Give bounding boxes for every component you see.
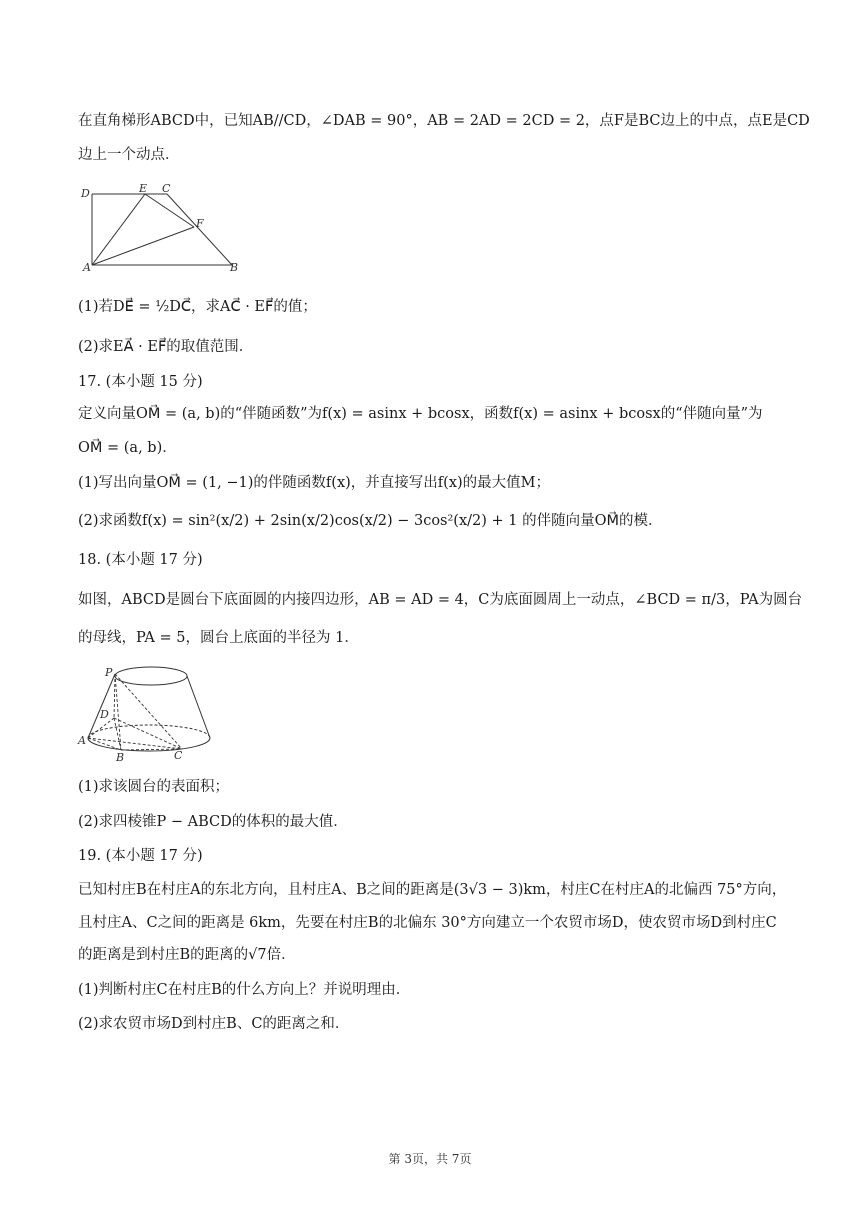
label-f: F [196,217,204,230]
p17-question-1: (1)写出向量OM⃗ = (1, −1)的伴随函数f(x)，并直接写出f(x)的最大值M； [78,475,550,491]
label-p: P [105,666,113,679]
page-number: 第 3页，共 7页 [388,1152,472,1166]
bottom-base-front-arc [88,738,210,751]
p17-def-line-2: OM⃗ = (a, b)． [78,440,177,456]
p19-intro-line-3: 的距离是到村庄B的距离的√7倍． [78,947,296,963]
segment-pb [115,674,121,750]
p16-intro-line-2: 边上一个动点． [78,147,180,163]
label-e: E [139,182,148,195]
p17-question-2: (2)求函数f(x) = sin²(x/2) + 2sin(x/2)cos(x/2) − 3cos²(x/2) + 1 的伴随向量OM⃗的模． [78,513,663,529]
label-d: D [81,187,90,200]
frustum-figure [76,660,216,764]
bottom-base-back-arc [88,725,210,738]
trapezoid-figure [78,182,248,274]
p17-header: 17. (本小题 15 分) [78,374,203,390]
segment-ef [145,194,194,227]
segment-pd [114,674,115,718]
p19-question-2: (2)求农贸市场D到村庄B、C的距离之和． [78,1016,350,1032]
p18-intro-line-1: 如图，ABCD是圆台下底面圆的内接四边形，AB = AD = 4，C为底面圆周上一动点，∠BCD = π/3，PA为圆台 [78,592,803,608]
label-a: A [83,261,91,274]
p19-intro-line-1: 已知村庄B在村庄A的东北方向，且村庄A、B之间的距离是(3√3 − 3)km，村庄C在村庄A的北偏西 75°方向， [78,882,787,898]
label-d: D [100,708,109,721]
p18-intro-line-2: 的母线，PA = 5，圆台上底面的半径为 1． [78,630,359,646]
label-c: C [162,182,171,195]
segment-ae [92,194,145,265]
p19-question-1: (1)判断村庄C在村庄B的什么方向上？并说明理由． [78,982,411,998]
label-c: C [174,749,183,762]
slant-left [88,674,115,738]
p18-question-2: (2)求四棱锥P − ABCD的体积的最大值． [78,814,348,830]
label-b: B [230,261,239,274]
p17-def-line-1: 定义向量OM⃗ = (a, b)的“伴随函数”为f(x) = asinx + bcosx，函数f(x) = asinx + bcosx的“伴随向量”为 [78,406,763,422]
p16-intro-line-1: 在直角梯形ABCD中，已知AB//CD，∠DAB = 90°，AB = 2AD = 2CD = 2，点F是BC边上的中点，点E是CD [78,113,810,129]
segment-af [92,227,194,265]
p16-question-1: (1)若DE⃗ = ½DC⃗，求AC⃗ · EF⃗的值； [78,299,317,315]
p19-header: 19. (本小题 17 分) [78,848,203,864]
label-a: A [78,734,86,747]
segment-dc [114,718,182,749]
p18-question-1: (1)求该圆台的表面积； [78,779,230,795]
label-b: B [116,751,125,764]
p19-intro-line-2: 且村庄A、C之间的距离是 6km，先要在村庄B的北偏东 30°方向建立一个农贸市场D，使农贸市场D到村庄C [78,915,777,931]
top-base-circle [115,667,187,685]
p16-question-2: (2)求EA⃗ · EF⃗的取值范围． [78,339,254,355]
p18-header: 18. (本小题 17 分) [78,552,203,568]
